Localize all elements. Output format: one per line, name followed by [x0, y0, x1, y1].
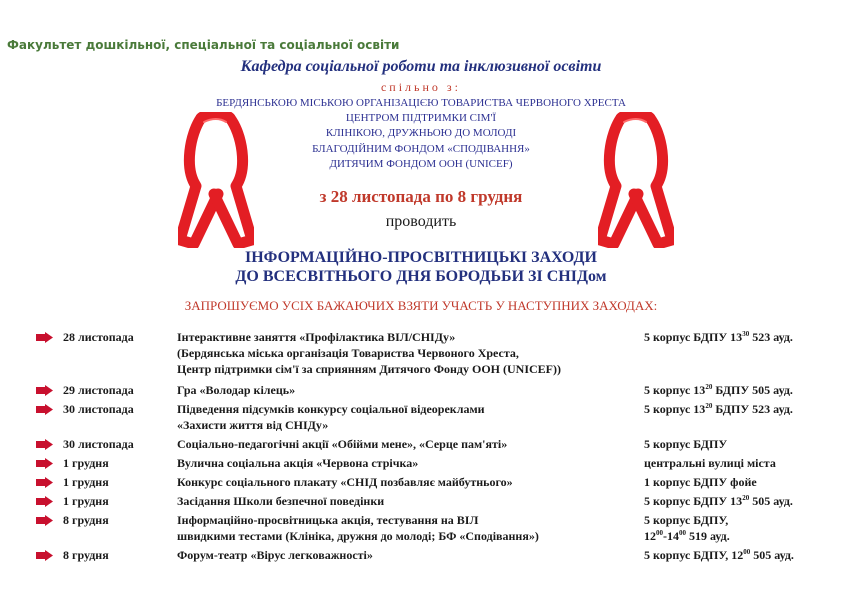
location-text: 5 корпус 13 — [644, 402, 706, 416]
event-dates: з 28 листопада по 8 грудня — [319, 187, 523, 206]
partner-youth-clinic: КЛІНІКОЮ, ДРУЖНЬОЮ ДО МОЛОДІ — [325, 127, 517, 139]
event-date: 1 грудня — [63, 475, 109, 489]
event-description-line: «Захисти життя від СНІДу» — [177, 418, 329, 432]
event-description-line: Конкурс соціального плакату «СНІД позбавляє майбутнього» — [177, 475, 513, 489]
location-text: 5 корпус БДПУ — [644, 437, 728, 451]
event-location — [644, 493, 793, 509]
time-minutes: 20 — [705, 383, 713, 391]
arrow-right-icon — [36, 385, 53, 396]
location-room: 519 ауд. — [686, 529, 730, 543]
event-date: 1 грудня — [63, 456, 109, 470]
arrow-right-icon — [36, 550, 53, 561]
event-description — [177, 436, 507, 452]
event-description-line: Підведення підсумків конкурсу соціальної відеореклами — [177, 402, 485, 416]
arrow-right-icon — [36, 515, 53, 526]
invitation-text: ЗАПРОШУЄМО УСІХ БАЖАЮЧИХ ВЗЯТИ УЧАСТЬ У НАСТУПНИХ ЗАХОДАХ: — [184, 298, 658, 313]
location-text: 5 корпус 13 — [644, 383, 706, 397]
time-minutes: 20 — [742, 494, 750, 502]
event-description-line: швидкими тестами (Клініка, дружня до молоді; БФ «Сподівання») — [177, 529, 539, 543]
event-description — [177, 493, 384, 509]
jointly-label: спільно з: — [380, 80, 462, 94]
faculty-name: Факультет дошкільної, спеціальної та соціальної освіти — [7, 38, 400, 52]
location-text: 5 корпус БДПУ 13 — [644, 330, 743, 344]
event-location — [644, 329, 793, 345]
event-description — [177, 401, 485, 433]
event-date: 1 грудня — [63, 494, 109, 508]
event-description-line: Вулична соціальна акція «Червона стрічка» — [177, 456, 419, 470]
event-description — [177, 512, 539, 544]
event-date: 8 грудня — [63, 548, 109, 562]
event-date: 30 листопада — [63, 402, 134, 416]
event-description — [177, 547, 373, 563]
event-location — [644, 512, 730, 544]
time-minutes: 00 — [743, 548, 751, 556]
time-minutes: 00 — [679, 529, 686, 537]
event-description-line: Соціально-педагогічні акції «Обійми мене», «Серце пам'яті» — [177, 437, 508, 451]
time-start-hour: 12 — [644, 529, 656, 543]
event-date: 30 листопада — [63, 437, 134, 451]
main-heading: ІНФОРМАЦІЙНО-ПРОСВІТНИЦЬКІ ЗАХОДИ — [245, 249, 597, 266]
location-text: 1 корпус БДПУ фойе — [644, 475, 757, 489]
event-description-line: Форум-театр «Вірус легковажності» — [177, 548, 373, 562]
event-location — [644, 436, 727, 452]
arrow-right-icon — [36, 458, 53, 469]
event-description — [177, 329, 561, 377]
partner-family-center: ЦЕНТРОМ ПІДТРИМКИ СІМ'Ї — [345, 112, 497, 124]
location-room: БДПУ 523 ауд. — [712, 402, 793, 416]
event-location — [644, 547, 794, 563]
partner-unicef: ДИТЯЧИМ ФОНДОМ ООН (UNICEF) — [329, 158, 513, 170]
event-description-line: Гра «Володар кілець» — [177, 383, 296, 397]
event-description — [177, 382, 295, 398]
event-date: 28 листопада — [63, 330, 134, 344]
event-description-line: Центр підтримки сім'ї за сприянням Дитячого Фонду ООН (UNICEF)) — [177, 362, 561, 376]
time-end-hour: -14 — [663, 529, 679, 543]
event-location — [644, 474, 757, 490]
department-name: Кафедра соціальної роботи та інклюзивної освіти — [240, 58, 602, 75]
location-room: БДПУ 505 ауд. — [712, 383, 793, 397]
partner-red-cross: БЕРДЯНСЬКОЮ МІСЬКОЮ ОРГАНІЗАЦІЄЮ ТОВАРИСТВА ЧЕРВОНОГО ХРЕСТА — [216, 97, 626, 109]
partner-hope-foundation: БЛАГОДІЙНИМ ФОНДОМ «СПОДІВАННЯ» — [312, 143, 530, 155]
location-text: центральні вулиці міста — [644, 456, 776, 470]
event-description — [177, 474, 513, 490]
location-room: 523 ауд. — [749, 330, 793, 344]
arrow-right-icon — [36, 496, 53, 507]
event-description-line: (Бердянська міська організація Товариства Червоного Хреста, — [177, 346, 519, 360]
event-location — [644, 455, 776, 471]
time-minutes: 30 — [742, 330, 750, 338]
event-description-line: Інтерактивне заняття «Профілактика ВІЛ/СНІДу» — [177, 330, 456, 344]
time-minutes: 00 — [656, 529, 663, 537]
arrow-right-icon — [36, 332, 53, 343]
arrow-right-icon — [36, 439, 53, 450]
location-text: 5 корпус БДПУ 13 — [644, 494, 743, 508]
main-heading-subline: ДО ВСЕСВІТНЬОГО ДНЯ БОРОДЬБИ ЗІ СНІДом — [235, 268, 607, 285]
event-description-line: Інформаційно-просвітницька акція, тестування на ВІЛ — [177, 513, 479, 527]
location-room: 505 ауд. — [750, 548, 794, 562]
event-date: 8 грудня — [63, 513, 109, 527]
event-time — [644, 528, 730, 544]
event-location — [644, 401, 793, 417]
arrow-right-icon — [36, 477, 53, 488]
location-room: 505 ауд. — [749, 494, 793, 508]
time-minutes: 20 — [705, 402, 713, 410]
conducts-label: проводить — [385, 213, 457, 230]
event-date: 29 листопада — [63, 383, 134, 397]
event-description — [177, 455, 418, 471]
arrow-right-icon — [36, 404, 53, 415]
event-location — [644, 382, 793, 398]
event-description-line: Засідання Школи безпечної поведінки — [177, 494, 385, 508]
location-text: 5 корпус БДПУ, — [644, 513, 729, 527]
location-text: 5 корпус БДПУ, 12 — [644, 548, 744, 562]
